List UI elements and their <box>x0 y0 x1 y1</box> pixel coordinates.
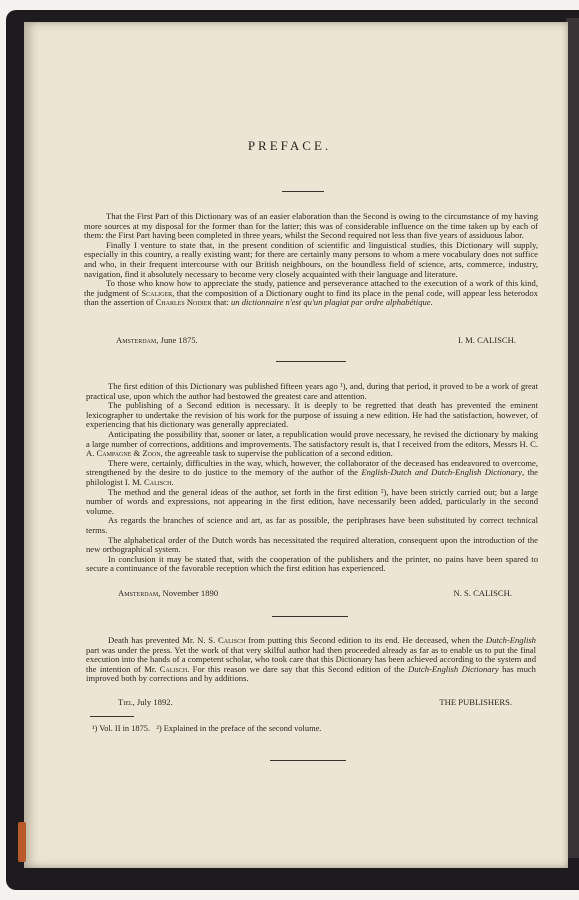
preface-2-para-5: The method and the general ideas of the author, set forth in the first edition ²), have been strictly carried out; but a large number of words and expressions, not appearing in the first edition, have necessarily been added, particularly in the second volume. <box>86 486 538 516</box>
preface-1-para-1: That the First Part of this Dictionary was of an easier elaboration than the Second is owing to the circumstance of my having more sources at my disposal for the former than for the latter; this was of considerable influence on the time taken up by each of them: the First Part having been completed in three years, whilst the Second required not less than five years of assiduous labor. <box>84 211 538 241</box>
signature-1-name: I. M. CALISCH. <box>457 335 516 345</box>
section-rule-2 <box>272 616 348 617</box>
preface-1-para-2: Finally I venture to state that, in the present condition of scientific and linguistical studies, this Dictionary will supply, especially in this country, a really existing want; for there are certainly many persons to whom a mere vocabulary does not suffice and who, in their frequent intercourse with our British neighbours, on the boundless field of science, arts, commerce, industry, navigation, find it absolutely necessary to become very closely acquainted with their language and literature. <box>84 239 538 279</box>
title-rule <box>282 191 324 192</box>
signature-2-place: Amsterdam, November 1890 <box>118 588 219 598</box>
preface-1 <box>84 212 538 308</box>
footnote-2: ²) Explained in the preface of the second volume. <box>156 724 322 733</box>
preface-2 <box>86 382 538 574</box>
page-title: PREFACE. <box>247 138 332 153</box>
preface-2-para-4: There were, certainly, difficulties in the way, which, however, the collaborator of the deceased has endeavored to overcome, strengthened by the desire to do justice to the memory of the author of the English-Dutch and Dutch-English Dictionary, the philologist I. M. Calisch. <box>86 457 538 487</box>
preface-2-para-3: Anticipating the possibility that, sooner or later, a republication would prove necessary, he revised the dictionary by making a large number of corrections, additions and improvements. The satisfactory result is, that I received from the editors, Messrs H. C. A. Campagne & Zoon, the agreeable task to supervise the publication of a second edition. <box>86 428 538 459</box>
footnote-1: ¹) Vol. II in 1875. <box>92 724 151 733</box>
section-rule-1 <box>276 361 346 362</box>
closing-rule <box>270 760 346 761</box>
signature-3-name: THE PUBLISHERS. <box>439 697 512 707</box>
footnotes <box>92 724 321 734</box>
preface-2-para-8: In conclusion it may be stated that, with the cooperation of the publishers and the printer, no pains have been spared to secure a continuance of the favorable reception which the first edition has experienced. <box>86 553 538 574</box>
page-tab <box>18 822 26 862</box>
preface-2-para-7: The alphabetical order of the Dutch words has necessitated the required alteration, consequent upon the introduction of the new orthographical system. <box>86 534 538 555</box>
preface-1-para-3: To those who know how to appreciate the study, patience and perseverance attached to the execution of a work of this kind, the judgment of Scaliger, that the composition of a Dictionary ought to find its place in the penal code, will appear less heterodox than the assertion of Charles Nodier that: un dictionnaire n'est qu'un plagiat par ordre alphabétique. <box>84 278 538 308</box>
signature-1-place: Amsterdam, June 1875. <box>116 335 198 345</box>
preface-3-para-1: Death has prevented Mr. N. S. Calisch from putting this Second edition to its end. He deceased, when the Dutch-English part was under the press. Yet the work of that very skilful author had then proceeded already as far as to enable us to put the final execution into the hands of a competent scholar, who took care that this Dictionary has been achieved according to the system and the intention of Mr. Calisch. For this reason we dare say that this Second edition of the Dutch-English Dictionary has much improved both by corrections and by additions. <box>86 635 536 684</box>
preface-3 <box>86 636 536 684</box>
signature-3-place: Tiel, July 1892. <box>118 697 173 707</box>
footnote-rule <box>90 716 134 717</box>
signature-2-name: N. S. CALISCH. <box>453 588 512 598</box>
preface-2-para-6: As regards the branches of science and art, as far as possible, the periphrases have been substituted by correct technical terms. <box>86 515 538 535</box>
preface-2-para-2: The publishing of a Second edition is necessary. It is deeply to be regretted that death has prevented the eminent lexicographer to undertake the revision of his work for the purpose of issuing a new edition. He had the satisfaction, however, of experiencing that his dictionary was generally appreciated. <box>86 400 538 430</box>
preface-2-para-1: The first edition of this Dictionary was published fifteen years ago ¹), and, during that period, it proved to be a work of great practical use, upon which the author had bestowed the greatest care and attention. <box>86 381 538 401</box>
